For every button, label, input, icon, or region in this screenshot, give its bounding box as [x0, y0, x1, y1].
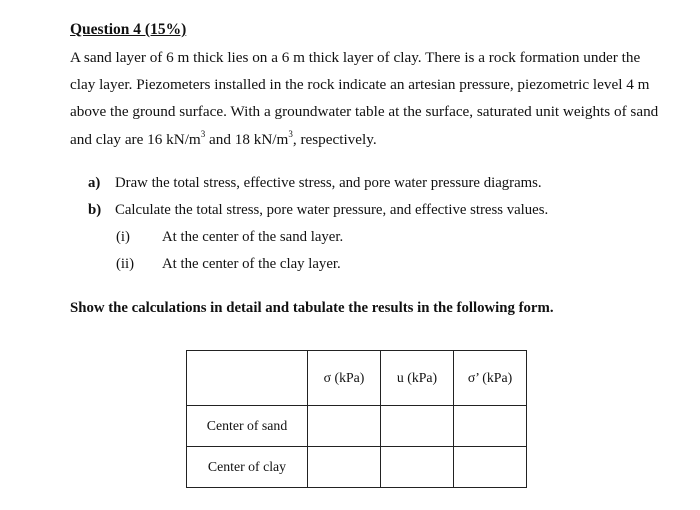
instruction-text: Show the calculations in detail and tabulate the results in the following form.: [70, 300, 554, 316]
row-label: Center of clay: [187, 447, 308, 488]
subpart-number: (i): [116, 229, 130, 245]
paragraph-text: and 18 kN/m: [205, 130, 289, 148]
table-cell[interactable]: [308, 406, 381, 447]
part-text: Draw the total stress, effective stress, and pore water pressure diagrams.: [115, 175, 542, 191]
table-cell[interactable]: [381, 406, 454, 447]
table-cell[interactable]: [381, 447, 454, 488]
unit-exponent: 3: [200, 128, 206, 139]
header-cell-total-stress: σ (kPa): [308, 351, 381, 406]
table-cell[interactable]: [308, 447, 381, 488]
question-paragraph: [70, 44, 660, 153]
part-b: [88, 197, 548, 224]
table-row: [187, 447, 527, 488]
part-text: Calculate the total stress, pore water pressure, and effective stress values.: [115, 202, 549, 218]
header-cell-empty: [187, 351, 308, 406]
header-cell-effective-stress: σ’ (kPa): [454, 351, 527, 406]
row-label: Center of sand: [187, 406, 308, 447]
subpart-text: At the center of the clay layer.: [162, 256, 341, 272]
subpart-text: At the center of the sand layer.: [162, 229, 344, 245]
subpart-number: (ii): [116, 256, 135, 272]
results-table: [186, 350, 527, 488]
paragraph-text: , respectively.: [292, 130, 377, 148]
part-letter: b): [88, 202, 102, 218]
unit-exponent: 3: [288, 128, 293, 139]
table-cell[interactable]: [454, 447, 527, 488]
subpart-ii: [88, 251, 548, 278]
table-cell[interactable]: [454, 406, 527, 447]
header-cell-pore-pressure: u (kPa): [381, 351, 454, 406]
question-title: Question 4 (15%): [70, 21, 187, 38]
question-parts: [88, 170, 548, 278]
paragraph-text: A sand layer of 6 m thick lies on a 6 m thick layer of clay. There is a rock formation under the clay layer. Piezometers installed in the rock indicate an artesian pressure, piezometric level 4 m above the ground surface. With a groundwater table at the surface, saturated unit weights of sand and clay are 16 kN/m: [70, 49, 659, 148]
table-row: [187, 406, 527, 447]
table-header-row: [187, 351, 527, 406]
part-a: [88, 170, 548, 197]
part-letter: a): [88, 175, 101, 191]
subpart-i: [88, 224, 548, 251]
